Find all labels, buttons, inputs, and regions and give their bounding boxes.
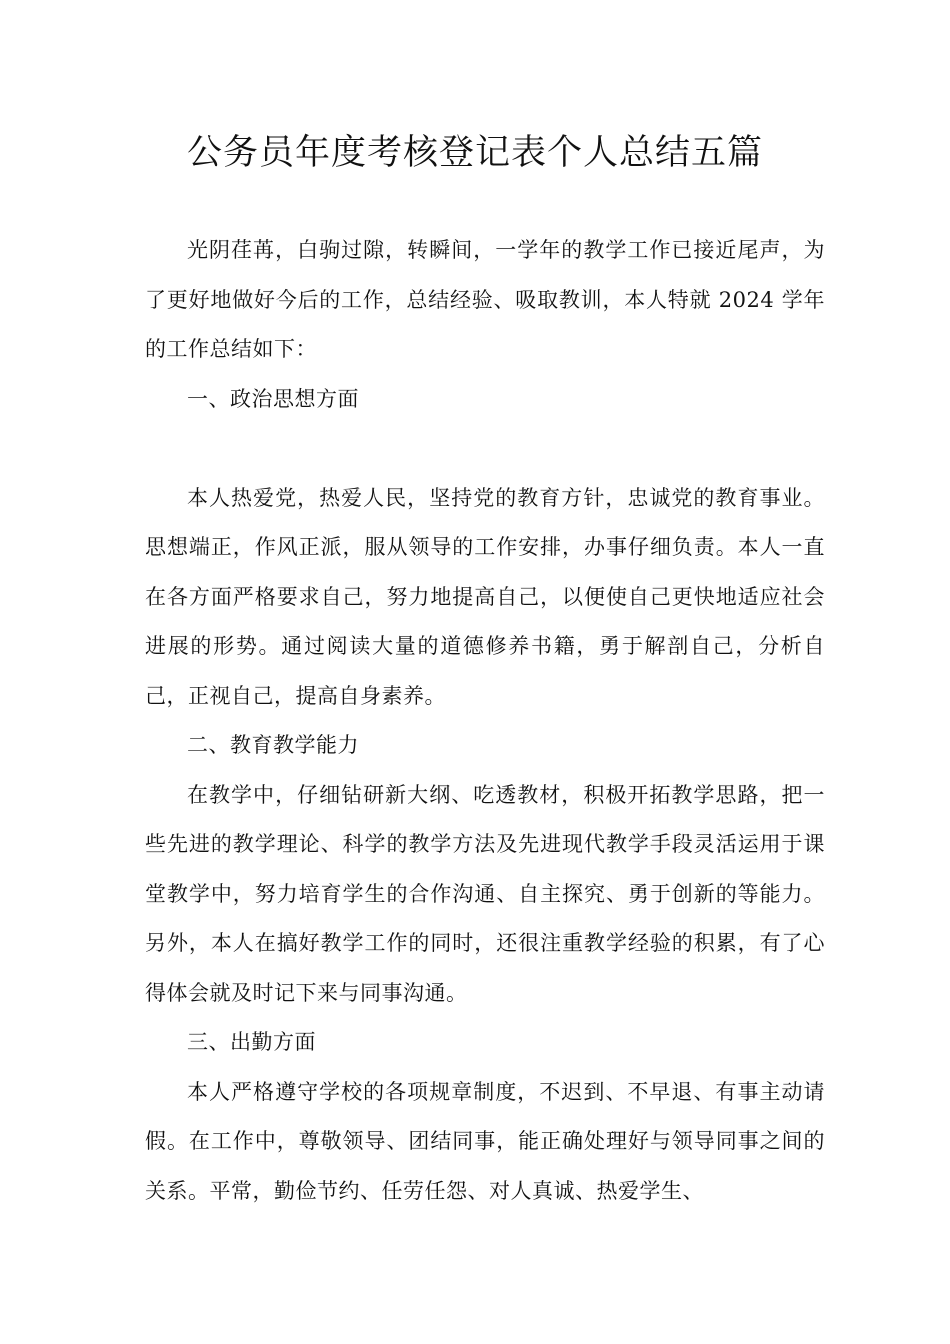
document-body	[145, 226, 825, 1216]
intro-paragraph: 光阴荏苒，白驹过隙，转瞬间，一学年的教学工作已接近尾声，为了更好地做好今后的工作，总结经验、吸取教训，本人特就 2024 学年的工作总结如下：	[145, 238, 825, 361]
section-heading-political: 一、政治思想方面	[187, 386, 359, 411]
section-heading-teaching: 二、教育教学能力	[187, 733, 359, 757]
section-heading-attendance: 三、出勤方面	[187, 1030, 316, 1054]
section-body-teaching: 在教学中，仔细钻研新大纲、吃透教材，积极开拓教学思路，把一些先进的教学理论、科学的教学方法及先进现代教学手段灵活运用于课堂教学中，努力培育学生的合作沟通、自主探究、勇于创新的等能力。另外，本人在搞好教学工作的同时，还很注重教学经验的积累，有了心得体会就及时记下来与同事沟通。	[145, 782, 825, 1005]
section-body-political: 本人热爱党，热爱人民，坚持党的教育方针，忠诚党的教育事业。思想端正，作风正派，服从领导的工作安排，办事仔细负责。本人一直在各方面严格要求自己，努力地提高自己，以便使自己更快地适应社会进展的形势。通过阅读大量的道德修养书籍，勇于解剖自己，分析自己，正视自己，提高自身素养。	[145, 485, 825, 708]
blank-line	[145, 424, 825, 474]
document-title: 公务员年度考核登记表个人总结五篇	[186, 133, 763, 173]
section-body-attendance: 本人严格遵守学校的各项规章制度，不迟到、不早退、有事主动请假。在工作中，尊敬领导、团结同事，能正确处理好与领导同事之间的关系。平常，勤俭节约、任劳任怨、对人真诚、热爱学生、	[145, 1079, 825, 1203]
